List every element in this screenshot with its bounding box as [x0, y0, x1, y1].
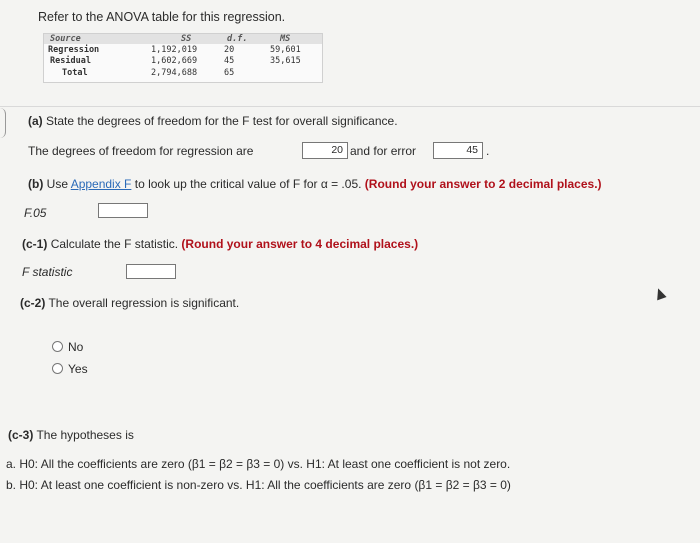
- part-a-text: State the degrees of freedom for the F test for overall significance.: [46, 114, 398, 128]
- anova-row-source: Regression: [48, 45, 100, 55]
- anova-header-ss: SS: [181, 34, 192, 44]
- part-b-text-pre: Use: [46, 177, 69, 191]
- anova-row-df: 20: [224, 45, 235, 55]
- anova-header-source: Source: [50, 34, 81, 44]
- anova-row-ss: 1,602,669: [151, 56, 198, 66]
- f05-input[interactable]: [98, 203, 148, 218]
- anova-row-ms: 35,615: [270, 56, 301, 66]
- part-a-prefix: The degrees of freedom for regression are: [28, 144, 254, 158]
- regression-df-input[interactable]: 20: [302, 142, 348, 159]
- part-b-text-post: to look up the critical value of F for α = .05.: [134, 177, 362, 191]
- part-c3-label: (c-3): [8, 428, 34, 442]
- part-c2-question: [20, 296, 239, 310]
- anova-row-source: Residual: [50, 56, 91, 66]
- anova-row-ss: 1,192,019: [151, 45, 198, 55]
- anova-row-ms: 59,601: [270, 45, 301, 55]
- part-a-end: .: [486, 144, 490, 158]
- part-c1-question: [22, 237, 418, 251]
- part-c3-text: The hypotheses is: [36, 428, 134, 442]
- f-statistic-label: F statistic: [22, 265, 73, 279]
- left-bracket-decoration: [0, 108, 6, 138]
- anova-table: [43, 33, 323, 83]
- anova-row-ss: 2,794,688: [151, 68, 198, 78]
- part-a-label: (a): [28, 114, 43, 128]
- option-no-label: No: [68, 340, 84, 354]
- anova-row-df: 45: [224, 56, 235, 66]
- part-c1-label: (c-1): [22, 237, 48, 251]
- hypothesis-option-a[interactable]: a. H0: All the coefficients are zero (β1 = β2 = β3 = 0) vs. H1: At least one coefficient is not zero.: [6, 457, 511, 471]
- part-c2-label: (c-2): [20, 296, 46, 310]
- hypothesis-option-b[interactable]: b. H0: At least one coefficient is non-zero vs. H1: All the coefficients are zero (β1 = β2 = β3 = 0): [6, 478, 511, 492]
- part-b-question: [28, 177, 602, 191]
- part-c1-text: Calculate the F statistic.: [50, 237, 179, 251]
- intro-text: Refer to the ANOVA table for this regression.: [38, 10, 286, 24]
- option-yes-label: Yes: [68, 362, 88, 376]
- f05-label: F.05: [24, 206, 47, 220]
- mouse-cursor-icon: [653, 287, 666, 301]
- part-b-label: (b): [28, 177, 44, 191]
- divider: [0, 106, 700, 107]
- part-c3-question: [8, 428, 134, 442]
- anova-header-df: d.f.: [227, 34, 248, 44]
- radio-yes[interactable]: [52, 363, 63, 374]
- part-c1-instruction: (Round your answer to 4 decimal places.): [181, 237, 419, 251]
- f-statistic-input[interactable]: [126, 264, 176, 279]
- anova-header-ms: MS: [280, 34, 291, 44]
- appendix-f-link[interactable]: Appendix F: [70, 177, 132, 191]
- part-c2-text: The overall regression is significant.: [48, 296, 240, 310]
- anova-row-source: Total: [62, 68, 88, 78]
- anova-row-df: 65: [224, 68, 235, 78]
- radio-no[interactable]: [52, 341, 63, 352]
- part-a-middle: and for error: [350, 144, 417, 158]
- part-b-instruction: (Round your answer to 2 decimal places.): [364, 177, 602, 191]
- part-a-question: [28, 114, 398, 128]
- error-df-input[interactable]: 45: [433, 142, 483, 159]
